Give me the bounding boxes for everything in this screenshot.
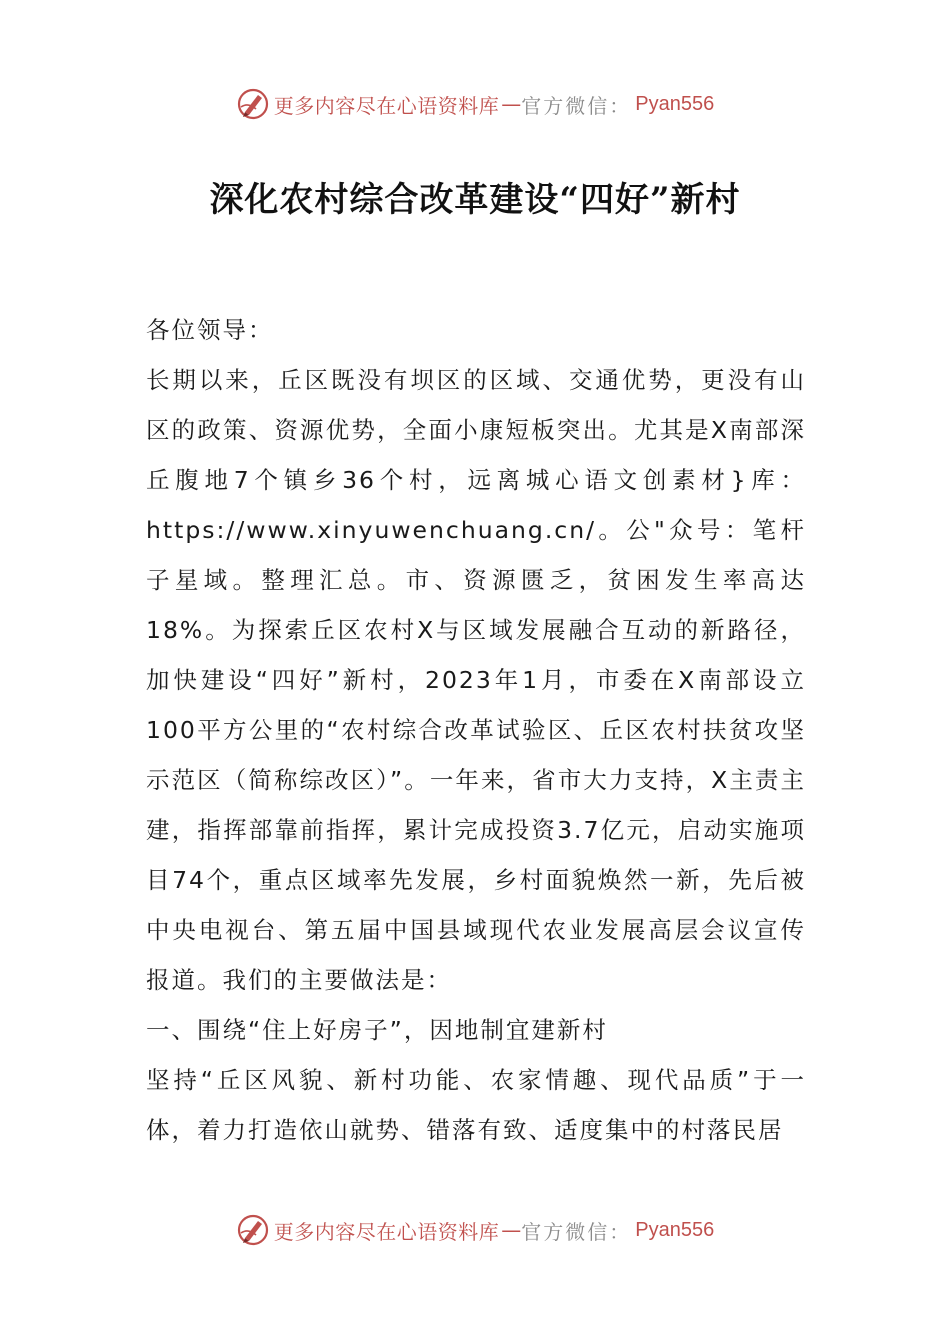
banner-wechat-label: 官方微信：	[521, 1219, 632, 1244]
banner-wechat-label: 官方微信：	[521, 93, 632, 118]
banner-wechat-id: Pyan556	[635, 92, 715, 115]
banner-wechat-id: Pyan556	[635, 1218, 715, 1241]
header-banner	[0, 84, 950, 124]
salutation: 各位领导：	[146, 316, 274, 344]
section-heading: 一、围绕“住上好房子”，因地制宜建新村	[146, 1016, 608, 1044]
banner-dash: —	[501, 92, 520, 116]
banner-brand-text: 更多内容尽在心语资料库	[273, 1219, 500, 1244]
pen-logo-icon	[236, 87, 270, 121]
banner-brand-text: 更多内容尽在心语资料库	[273, 93, 500, 118]
document-body	[146, 305, 806, 1155]
footer-banner	[0, 1210, 950, 1250]
banner-dash: —	[501, 1218, 520, 1242]
document-title: 深化农村综合改革建设“四好”新村	[209, 180, 741, 220]
paragraph: 长期以来，丘区既没有坝区的区域、交通优势，更没有山区的政策、资源优势，全面小康短板突出。尤其是X南部深丘腹地7个镇乡36个村，远离城心语文创素材}库：https://www.xinyuwenchuang.cn/。公"众号：笔杆子星域。整理汇总。市、资源匮乏，贫困发生率高达18%。为探索丘区农村X与区域发展融合互动的新路径，加快建设“四好”新村，2023年1月，市委在X南部设立100平方公里的“农村综合改革试验区、丘区农村扶贫攻坚示范区（简称综改区）”。一年来，省市大力支持，X主责主建，指挥部靠前指挥，累计完成投资3.7亿元，启动实施项目74个，重点区域率先发展，乡村面貌焕然一新，先后被中央电视台、第五届中国县域现代农业发展高层会议宣传报道。我们的主要做法是：	[146, 366, 806, 994]
paragraph: 坚持“丘区风貌、新村功能、农家情趣、现代品质”于一体，着力打造依山就势、错落有致、适度集中的村落民居	[146, 1066, 806, 1144]
pen-logo-icon	[236, 1213, 270, 1247]
